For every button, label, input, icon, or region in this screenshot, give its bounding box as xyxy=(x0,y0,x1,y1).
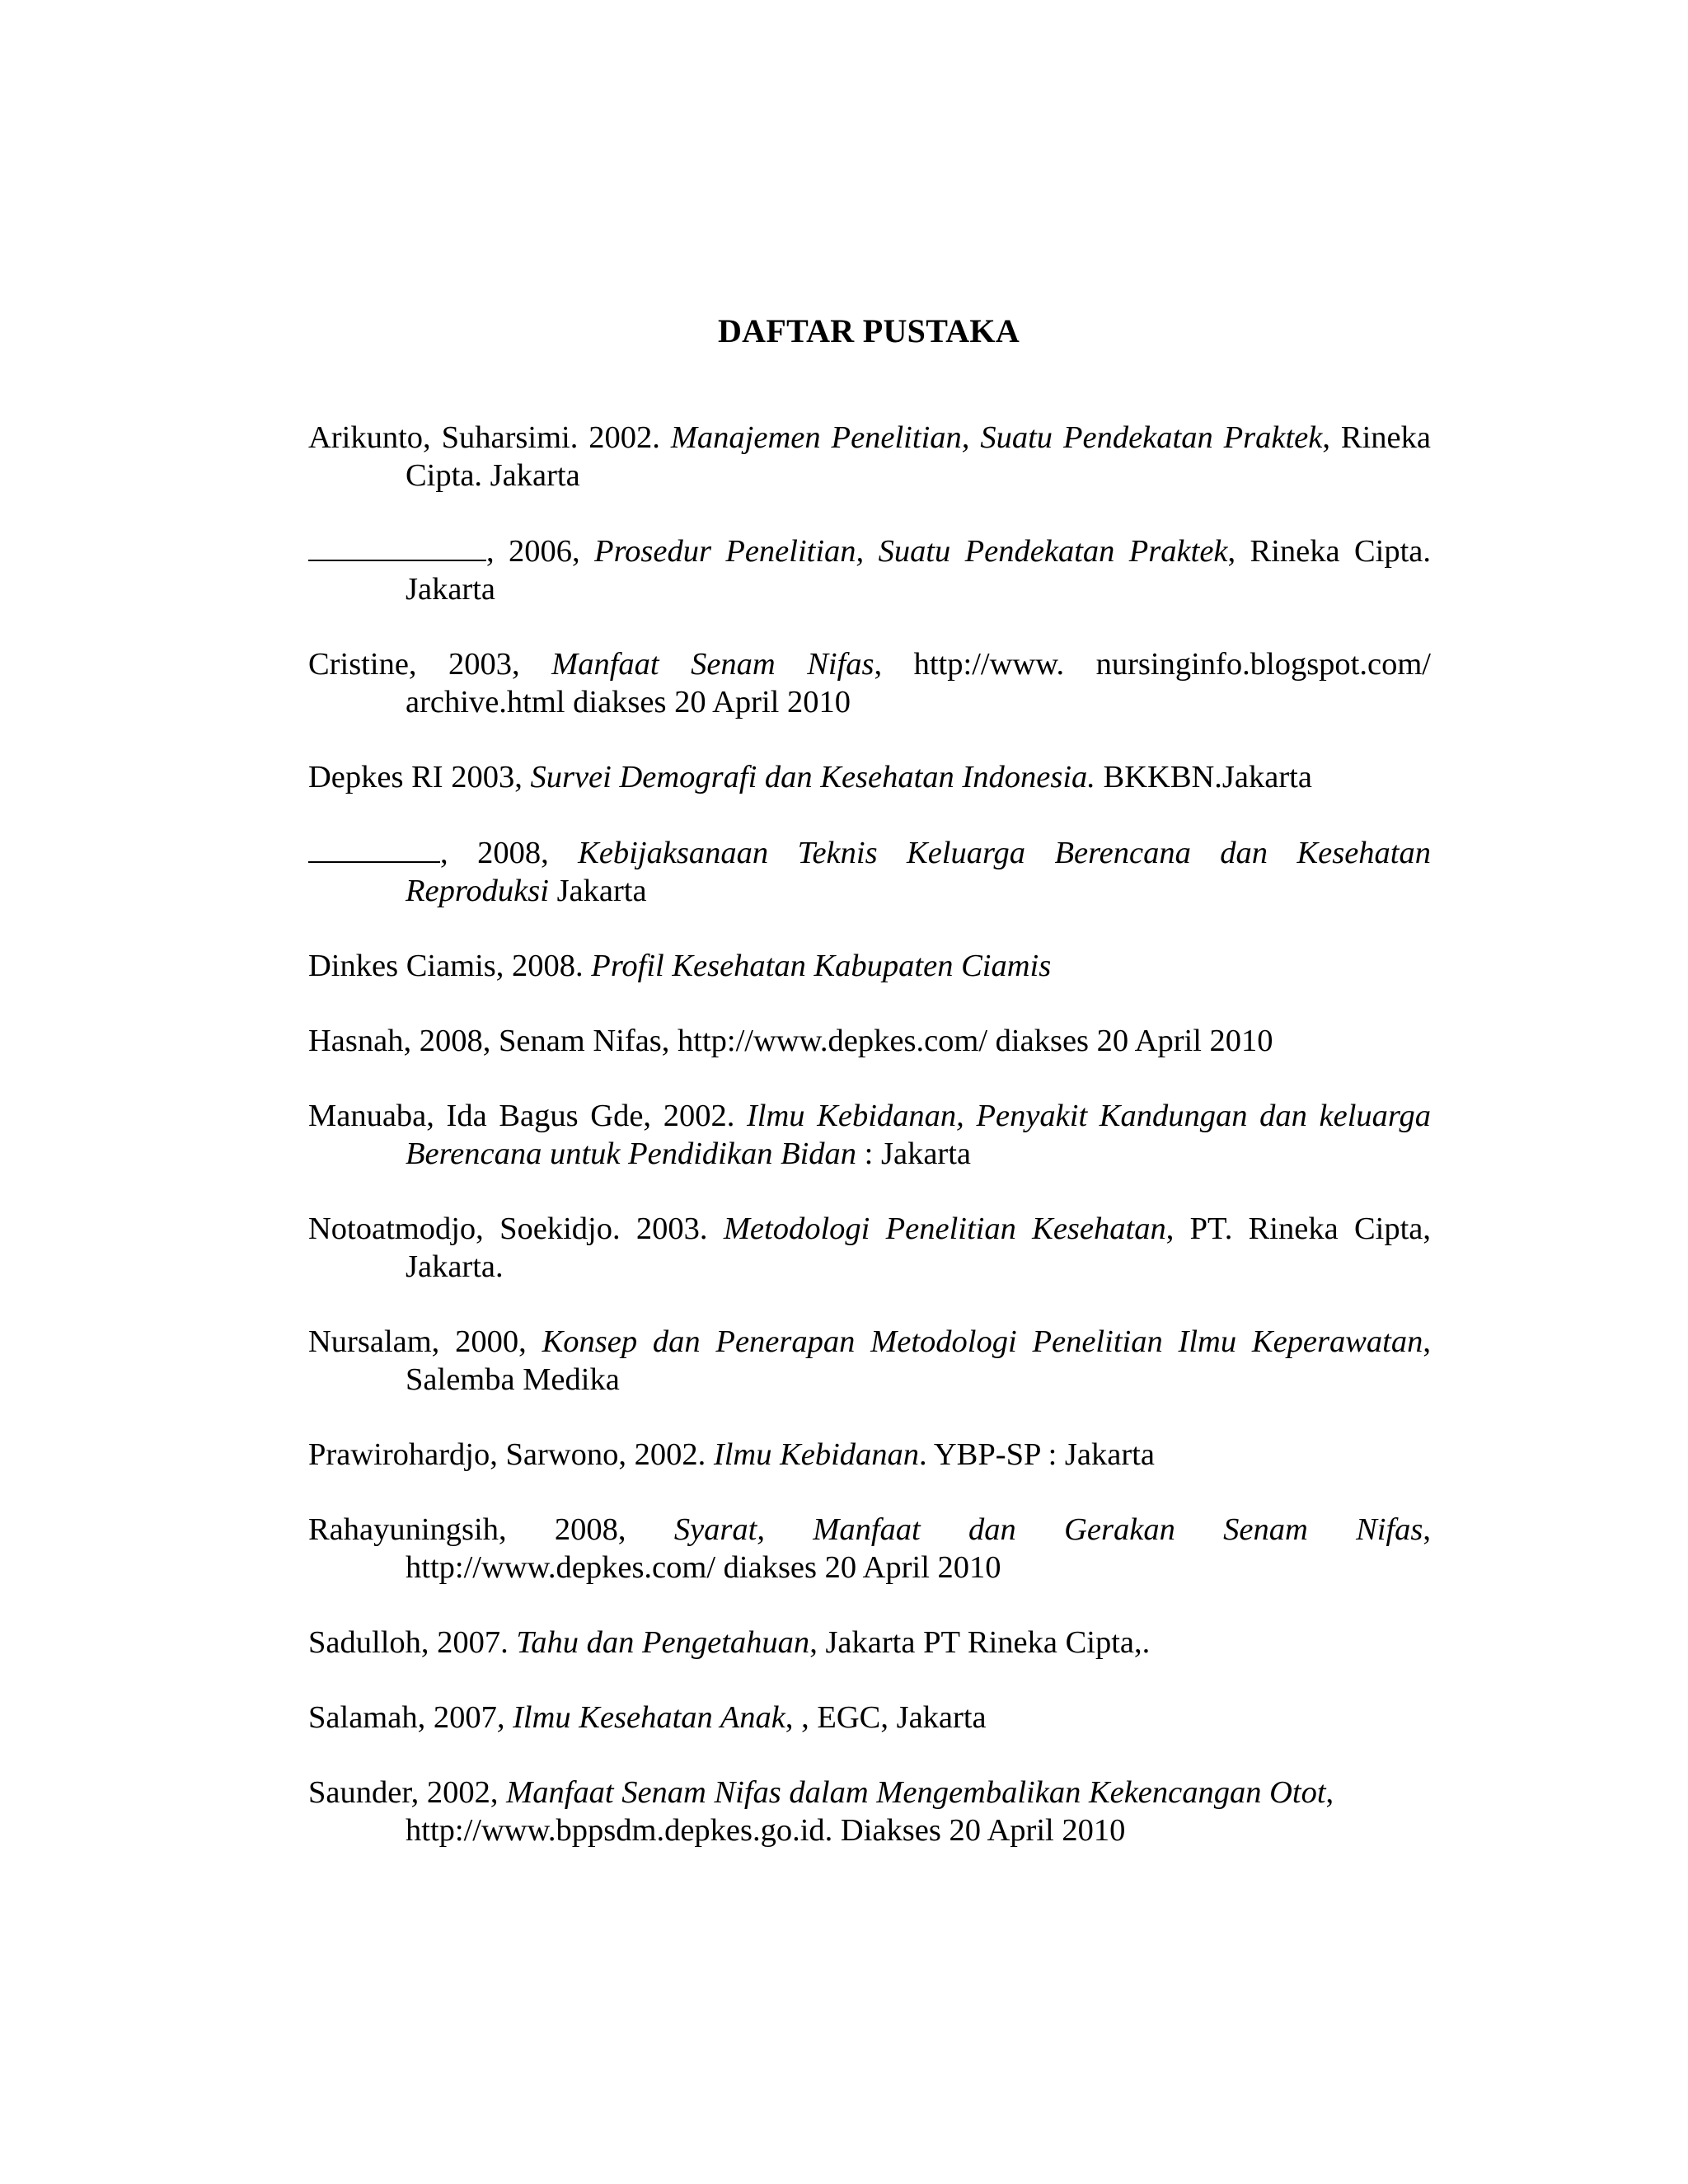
author-repeat-line xyxy=(308,532,486,561)
reference-item: Cristine, 2003, Manfaat Senam Nifas, http://www. nursinginfo.blogspot.com/ archive.html diakses 20 April 2010 xyxy=(308,647,1431,719)
reference-item: Sadulloh, 2007. Tahu dan Pengetahuan, Jakarta PT Rineka Cipta,. xyxy=(308,1625,1151,1660)
reference-item: Prawirohardjo, Sarwono, 2002. Ilmu Kebidanan. YBP-SP : Jakarta xyxy=(308,1437,1155,1472)
reference-item: , 2008, Kebijaksanaan Teknis Keluarga Berencana dan Kesehatan Reproduksi Jakarta xyxy=(308,833,1431,910)
reference-item: Rahayuningsih, 2008, Syarat, Manfaat dan Gerakan Senam Nifas, http://www.depkes.com/ diakses 20 April 2010 xyxy=(308,1512,1432,1585)
page-title: DAFTAR PUSTAKA xyxy=(717,312,1020,349)
reference-item: Depkes RI 2003, Survei Demografi dan Kesehatan Indonesia. BKKBN.Jakarta xyxy=(308,760,1312,794)
reference-item: Notoatmodjo, Soekidjo. 2003. Metodologi Penelitian Kesehatan, PT. Rineka Cipta, Jakarta. xyxy=(308,1212,1431,1284)
reference-item: Saunder, 2002, Manfaat Senam Nifas dalam Mengembalikan Kekencangan Otot, http://www.bppsdm.depkes.go.id. Diakses 20 April 2010 xyxy=(308,1775,1334,1848)
reference-list xyxy=(308,419,1431,1886)
reference-item: Salamah, 2007, Ilmu Kesehatan Anak, , EGC, Jakarta xyxy=(308,1700,987,1735)
reference-item: Manuaba, Ida Bagus Gde, 2002. Ilmu Kebidanan, Penyakit Kandungan dan keluarga Berencana untuk Pendidikan Bidan : Jakarta xyxy=(308,1099,1431,1171)
author-repeat-line xyxy=(308,833,440,863)
reference-item: Arikunto, Suharsimi. 2002. Manajemen Penelitian, Suatu Pendekatan Praktek, Rineka Cipta. Jakarta xyxy=(308,420,1431,493)
reference-item: Dinkes Ciamis, 2008. Profil Kesehatan Kabupaten Ciamis xyxy=(308,949,1052,983)
reference-item: Nursalam, 2000, Konsep dan Penerapan Metodologi Penelitian Ilmu Keperawatan, Salemba Medika xyxy=(308,1324,1431,1397)
reference-item: , 2006, Prosedur Penelitian, Suatu Pendekatan Praktek, Rineka Cipta. Jakarta xyxy=(308,532,1431,608)
reference-item: Hasnah, 2008, Senam Nifas, http://www.depkes.com/ diakses 20 April 2010 xyxy=(308,1024,1273,1058)
